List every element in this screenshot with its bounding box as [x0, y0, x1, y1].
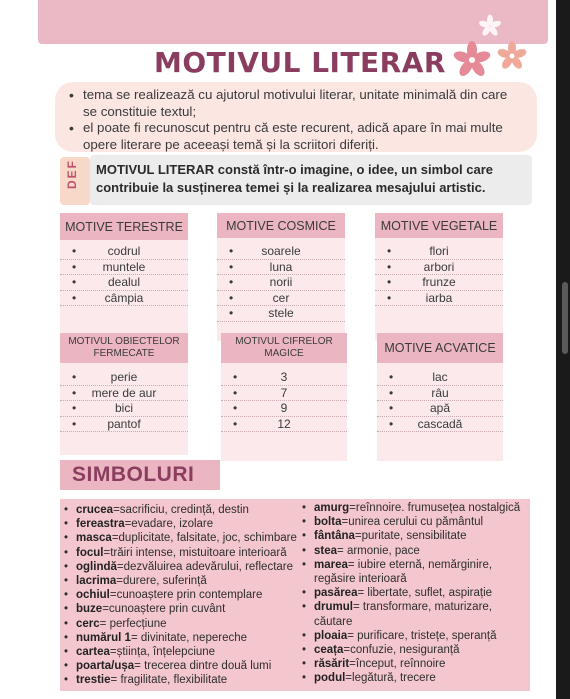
scrollbar[interactable] [562, 282, 568, 354]
list-item: • stele [217, 306, 345, 322]
card-title: MOTIVUL OBIECTELOR FERMECATE [60, 333, 188, 363]
list-item: • luna [217, 260, 345, 276]
list-item: • 9 [221, 401, 347, 417]
symbol-item: • podul=legătură, trecere [302, 671, 528, 685]
symbol-item: • oglindă=dezvăluirea adevărului, reflectare [64, 560, 302, 574]
list-item: • cascadă [377, 417, 503, 433]
card-title: MOTIVE COSMICE [217, 213, 345, 238]
simboluri-box [60, 499, 530, 691]
symbol-item: • focul=trăiri intense, mistuitoare interioară [64, 546, 302, 560]
symbol-item: • pasărea= libertate, suflet, aspirație [302, 586, 528, 600]
card-motive-cosmice [217, 213, 345, 341]
list-item: • bici [60, 401, 188, 417]
symbol-item: • ploaia= purificare, tristețe, speranță [302, 629, 528, 643]
list-item: • soarele [217, 244, 345, 260]
symbol-item: • bolta=unirea cerului cu pământul [302, 515, 528, 529]
symbol-item: • ceața=confuzie, nesiguranță [302, 643, 528, 657]
intro-point: • el poate fi recunoscut pentru că este recurent, adică apare în mai multe opere literare pe aceeași temă și la scriitori diferiți. [69, 120, 523, 153]
list-item: • perie [60, 370, 188, 386]
list-item: • câmpia [60, 291, 188, 307]
card-title: MOTIVE ACVATICE [377, 333, 503, 363]
card-motive-vegetale [375, 213, 503, 341]
list-item: • apă [377, 401, 503, 417]
list-item: • muntele [60, 260, 188, 276]
list-item: • pantof [60, 417, 188, 433]
symbol-item: • marea= iubire eternă, nemărginire, regăsire interioară [302, 558, 528, 586]
card-motive-acvatice [377, 333, 503, 461]
symbol-item: • cartea=știința, înțelepciune [64, 645, 302, 659]
intro-point: • tema se realizează cu ajutorul motivului literar, unitate minimală din care se constituie textul; [69, 87, 523, 120]
card-motive-terestre [60, 213, 188, 341]
card-title: MOTIVE VEGETALE [375, 213, 503, 238]
symbol-item: • buze=cunoaștere prin cuvânt [64, 602, 302, 616]
list-item: • dealul [60, 275, 188, 291]
card-title: MOTIVUL CIFRELOR MAGICE [221, 333, 347, 363]
symbol-item: • trestie= fragilitate, flexibilitate [64, 673, 302, 687]
list-item: • codrul [60, 244, 188, 260]
list-item: • norii [217, 275, 345, 291]
symbol-item: • fereastra=evadare, izolare [64, 517, 302, 531]
list-item: • cer [217, 291, 345, 307]
symbol-item: • amurg=reînnoire. frumusețea nostalgică [302, 501, 528, 515]
card-title: MOTIVE TERESTRE [60, 213, 188, 240]
intro-box [55, 82, 537, 152]
list-item: • 3 [221, 370, 347, 386]
symbol-item: • stea= armonie, pace [302, 544, 528, 558]
symbol-item: • cerc= perfecțiune [64, 617, 302, 631]
simboluri-heading: SIMBOLURI [60, 460, 220, 490]
symbol-item: • crucea=sacrificiu, credință, destin [64, 503, 302, 517]
list-item: • râu [377, 386, 503, 402]
symbol-item: • numărul 1= divinitate, nepereche [64, 631, 302, 645]
list-item: • flori [375, 244, 503, 260]
symbol-item: • răsărit=început, reînnoire [302, 657, 528, 671]
list-item: • iarba [375, 291, 503, 307]
definition-block [60, 153, 530, 207]
symbol-item: • lacrima=durere, suferință [64, 574, 302, 588]
card-motive-cifre-magice [221, 333, 347, 461]
symbol-item: • poarta/ușa= trecerea dintre două lumi [64, 659, 302, 673]
list-item: • arbori [375, 260, 503, 276]
card-motive-obiecte-fermecate [60, 333, 188, 455]
list-item: • frunze [375, 275, 503, 291]
list-item: • 12 [221, 417, 347, 433]
symbol-item: • ochiul=cunoaștere prin contemplare [64, 588, 302, 602]
definition-text: MOTIVUL LITERAR constă într-o imagine, o idee, un simbol care contribuie la susținerea temei și la realizarea mesajului artistic. [90, 155, 532, 205]
symbol-item: • fântâna=puritate, sensibilitate [302, 529, 528, 543]
symbol-item: • drumul= transformare, maturizare, căutare [302, 600, 528, 628]
def-tag [60, 157, 90, 205]
list-item: • mere de aur [60, 386, 188, 402]
symbol-item: • masca=duplicitate, falsitate, joc, schimbare [64, 531, 302, 545]
page-title: MOTIVUL LITERAR [154, 46, 446, 79]
def-tag-label: DEF [65, 159, 79, 189]
list-item: • lac [377, 370, 503, 386]
list-item: • 7 [221, 386, 347, 402]
